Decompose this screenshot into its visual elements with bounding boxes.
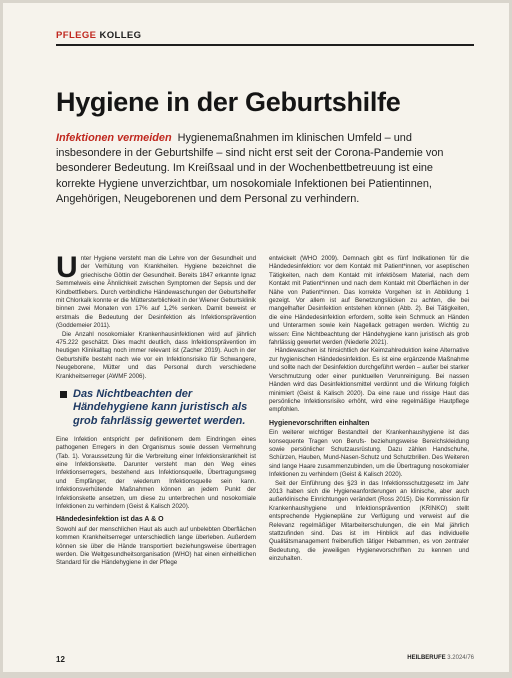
header-rule [56,44,474,46]
section-kicker [56,30,141,41]
journal-issue: 3.2024/76 [447,655,474,661]
paragraph: Eine Infektion entspricht per definitionem dem Eindringen eines pathogenen Erregers in den Organismus sowie dessen Vermehrung (Tab. 1). Voraussetzung für die Verbreitung einer Infektionskrankheit ist eine Infektionskette. Darunter versteht man den Weg eines Infektionserregers, bestehend aus Infektionsquelle, Übertragungsweg und Empfänger, der wiederum Infektionsquelle sein kann. Infektionsverhütende Maßnahmen können an jedem Punkt der Infektionskette ansetzen, um diese zu unterbrechen und nosokomiale Infektionen zu verhindern (Geist & Kalisch 2020). [56,435,256,510]
paragraph: Händewaschen ist hinsichtlich der Keimzahlreduktion keine Alternative zur hygienischen Händedesinfektion. Es ist eine ergänzende Maßnahme und sollte nach der Desinfektion durchgeführt werden – außer bei starker Verschmutzung oder einer punktuellen Verunreinigung. Bei nassen Händen wird das Desinfektionsmittel verdünnt und die Wirkung folglich minimiert (Geist & Kalisch 2020). Da eine raue und rissige Haut das persönliche Infektionsrisiko erhöht, wird eine regelmäßige Hautpflege empfohlen. [269,347,469,414]
pull-quote [56,388,256,428]
column-left [56,251,256,568]
paragraph: Die Anzahl nosokomialer Krankenhausinfektionen wird auf jährlich 475.222 geschätzt. Dies macht deutlich, dass Infektionsprävention im heutigen Klinikalltag noch immer relevant ist (Zacher 2019). Auch in der Geburtshilfe besteht nach wie vor ein Infektionsrisiko für Schwangere, Neugeborene, Mütter und das Personal durch verschiedene Krankheitserreger (AWMF 2006). [56,330,256,380]
article-lead [56,131,474,207]
intro-text: nter Hygiene versteht man die Lehre von der Gesundheit und der Verhütung von Krankheiten. Hygiene bezeichnet die griechische Göttin der Gesundheit. Bereits 1847 erkannte Ignaz Semmelweis eine Ähnlichkeit zwischen Symptomen der Sepsis und der Kindbettfiebers. Durch verbindliche Händewaschungen der Geburtshelfer mit Chlorkalk konnte er die Müttersterblichkeit in der Wiener Geburtsklinik binnen zwei Monaten von 17% auf 1,2% senken. Damit beweist er erstmals die Bedeutung der Desinfektion als Infektionsprävention (Goddemeier 2011). [56,255,256,330]
article-page [3,3,509,672]
journal-reference [407,655,474,661]
paragraph: Seit der Einführung des §23 in das Infektionsschutzgesetz im Jahr 2013 haben sich die Hygieneanforderungen an klinische, aber auch außerklinische Einrichtungen verändert (Ross 2015). Die Kommission für Krankenhaushygiene und Infektionsprävention (KRINKO) stellt entsprechende Hygienepläne zur Verfügung und verweist auf die Relevanz regelmäßiger Mitarbeiterschulungen, die ein Mal jährlich stattzufinden sind. Das ist im Hinblick auf das individuelle Qualitätsmanagement freiberuflich tätiger Hebammen, es von zentraler Bedeutung, die jeweiligen Hygienevorschriften zu kennen und einzuhalten. [269,479,469,563]
lead-kicker: Infektionen vermeiden [56,132,172,144]
lead-text: Hygienemaßnahmen im klinischen Umfeld – und insbesondere in der Geburtshilfe – sind nicht erst seit der Corona-Pandemie von besonderer Bedeutung. Im Kreißsaal und in der Wochenbettbetreuung ist eine korrekte Hygiene unverzichtbar, um nosokomiale Infektionen bei Patientinnen, Angehörigen, Neugeborenen und dem Personal zu verhindern. [56,132,444,205]
page-number: 12 [56,655,65,664]
journal-name: HEILBERUFE [407,655,446,661]
subheading: Händedesinfektion ist das A & O [56,516,164,524]
kicker-black: KOLLEG [99,30,142,41]
paragraph: Sowohl auf der menschlichen Haut als auch auf unbelebten Oberflächen kommen Krankheitserreger unterschiedlich lange überleben. Außerdem können sie über die Hände transportiert beziehungsweise übertragen werden. Die Weltgesundheitsorganisation (WHO) hat einen einheitlichen Standard für die Händehygiene in der Pflege [56,525,256,567]
pull-quote-text: Das Nichtbeachten der Händehygiene kann juristisch als grob fahrlässig gewertet werden. [73,388,248,427]
paragraph: entwickelt (WHO 2009). Demnach gibt es fünf Indikationen für die Händedesinfektion: vor dem Kontakt mit Patient*innen, vor aseptischen Tätigkeiten, nach dem Kontakt mit infektiösem Material, nach dem Kontakt mit Patient*innen und nach dem Kontakt mit Oberflächen in der Nähe von Patient*innen. Das korrekte Vorgehen ist in Abbildung 1 gezeigt. Vor allem ist auf Benetzungslücken zu achten, die bei mangelhafter Desinfektion entstehen können (Abb. 2). Bei Tätigkeiten, die eine Händedesinfektion erfordern, sollte kein Schmuck an Händen und Unterarmen sowie kein Nagellack getragen werden. Wichtig zu wissen: Eine Nichtbeachtung der Händehygiene kann juristisch als grob fahrlässig gewertet werden (Niederle 2021). [269,255,469,347]
paragraph: Ein weiterer wichtiger Bestandteil der Krankenhaushygiene ist das konsequente Tragen von Berufs- beziehungsweise Bereichskleidung sowie persönlicher Schutzausrüstung. Dazu zählen Handschuhe, Schürzen, Hauben, Mund-Nasen-Schutz und Schutzbrillen. Des Weiteren sind lange Haare zusammenzubinden, um die Übertragung nosokomialer Infektionen zu verhindern (Geist & Kalisch 2020). [269,429,469,479]
intro-paragraph [56,251,256,331]
column-right [269,255,469,564]
subheading: Hygienevorschriften einhalten [269,419,370,427]
drop-cap: U [56,251,78,284]
square-bullet-icon [60,391,67,398]
article-title: Hygiene in der Geburtshilfe [56,87,401,117]
kicker-red: PFLEGE [56,30,97,41]
